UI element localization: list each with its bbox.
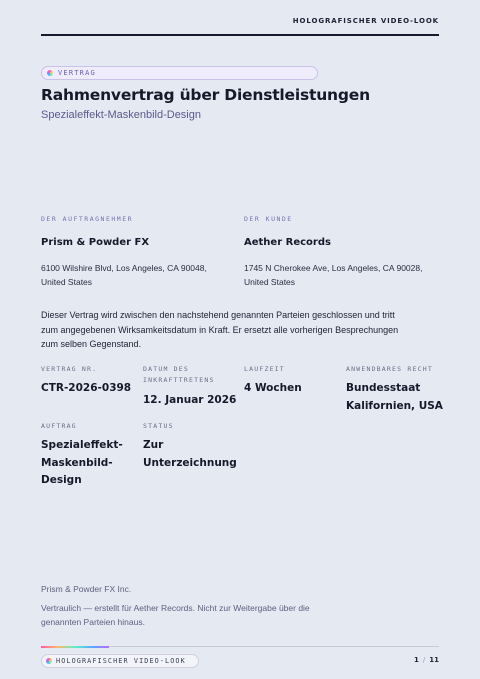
meta-value: CTR-2026-0398 — [41, 382, 132, 394]
meta-label: AUFTRAG — [41, 422, 77, 430]
contractor-block — [41, 215, 231, 289]
client-name: Aether Records — [244, 237, 331, 248]
meta-value: Zur Unterzeichnung — [143, 439, 237, 469]
meta-value: 12. Januar 2026 — [143, 394, 237, 406]
meta-label: ANWENDBARES RECHT — [346, 365, 433, 373]
client-role: DER KUNDE — [244, 215, 293, 223]
meta-label: DATUM DES INKRAFTTRETENS — [143, 365, 215, 384]
document-subtitle: Spezialeffekt-Maskenbild-Design — [41, 109, 201, 121]
meta-label: LAUFZEIT — [244, 365, 285, 373]
confidentiality-note: Vertraulich — erstellt für Aether Records. Nicht zur Weitergabe über die genannten Parteien hinaus. — [41, 603, 310, 627]
page-total: 11 — [429, 656, 439, 664]
page-current: 1 — [414, 656, 419, 664]
document-type-label: VERTRAG — [58, 69, 96, 77]
meta-value: Bundesstaat Kalifornien, USA — [346, 382, 443, 412]
document-title: Rahmenvertrag über Dienstleistungen — [41, 86, 370, 104]
intro-paragraph: Dieser Vertrag wird zwischen den nachstehend genannten Parteien geschlossen und tritt zum angegebenen Wirksamkeitsdatum in Kraft. Er ersetzt alle vorherigen Besprechungen zum selben Gegenstand. — [41, 310, 399, 349]
client-block — [244, 215, 444, 289]
footer-brand-label: HOLOGRAFISCHER VIDEO-LOOK — [56, 657, 186, 665]
footer-company: Prism & Powder FX Inc. — [41, 584, 132, 594]
header-divider — [41, 34, 439, 36]
document-type-badge — [41, 66, 318, 80]
holographic-dot-icon — [46, 658, 52, 664]
meta-assignment — [41, 421, 139, 490]
contractor-address: 6100 Wilshire Blvd, Los Angeles, CA 90048, United States — [41, 263, 207, 287]
meta-status — [143, 421, 243, 472]
meta-value: 4 Wochen — [244, 382, 302, 394]
footer-brand-badge — [41, 654, 199, 668]
meta-label: STATUS — [143, 422, 174, 430]
meta-label: VERTRAG NR. — [41, 365, 98, 373]
contractor-role: DER AUFTRAGNEHMER — [41, 215, 134, 223]
header-brand-label: HOLOGRAFISCHER VIDEO-LOOK — [292, 17, 439, 25]
contractor-name: Prism & Powder FX — [41, 237, 150, 248]
meta-effective-date — [143, 364, 241, 410]
meta-value: Spezialeffekt-Maskenbild-Design — [41, 439, 123, 486]
holographic-accent-bar — [41, 646, 109, 648]
page-indicator — [414, 656, 439, 664]
holographic-dot-icon — [47, 70, 53, 76]
page-separator: / — [422, 656, 426, 664]
meta-duration — [244, 364, 342, 398]
meta-contract-number — [41, 364, 139, 398]
client-address: 1745 N Cherokee Ave, Los Angeles, CA 90028, United States — [244, 263, 423, 287]
meta-governing-law — [346, 364, 446, 415]
